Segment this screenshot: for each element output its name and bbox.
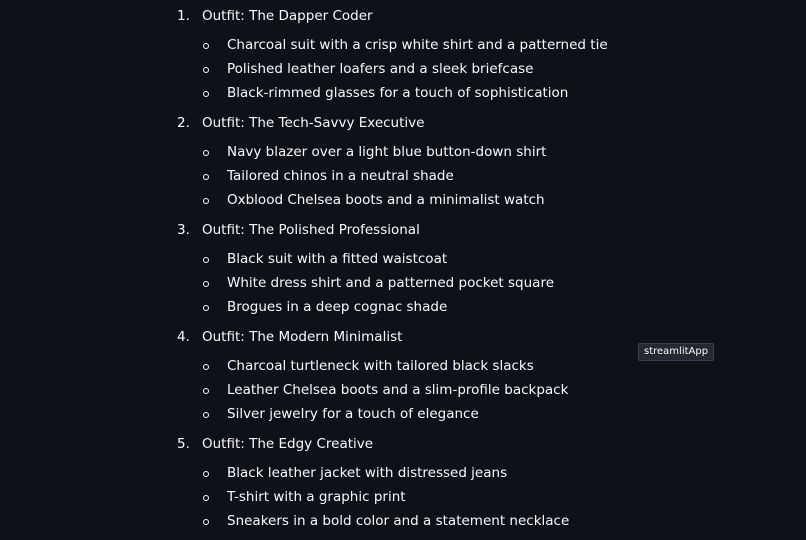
outfit-title: Outfit: The Modern Minimalist [202,329,403,345]
detail-text: Black leather jacket with distressed jeans [227,465,508,481]
hollow-bullet-icon [203,388,209,394]
hollow-bullet-icon [203,281,209,287]
detail-text: Navy blazer over a light blue button-down shirt [227,144,547,160]
detail-text: Brogues in a deep cognac shade [227,299,448,315]
hollow-bullet-icon [203,198,209,204]
outfit-title: Outfit: The Polished Professional [202,222,420,238]
outfit-item [0,107,806,214]
detail-text: Tailored chinos in a neutral shade [227,168,454,184]
hollow-bullet-icon [203,519,209,525]
outfit-item [0,0,806,107]
hollow-bullet-icon [203,471,209,477]
app-tooltip: streamlitApp [638,343,714,361]
detail-text: Polished leather loafers and a sleek briefcase [227,61,534,77]
outfit-item [0,214,806,321]
hollow-bullet-icon [203,364,209,370]
detail-text: Silver jewelry for a touch of elegance [227,406,479,422]
outfit-number: 3. [177,222,190,238]
detail-text: White dress shirt and a patterned pocket square [227,275,554,291]
hollow-bullet-icon [203,150,209,156]
detail-text: Black-rimmed glasses for a touch of sophistication [227,85,569,101]
detail-text: Charcoal suit with a crisp white shirt and a patterned tie [227,37,608,53]
hollow-bullet-icon [203,174,209,180]
hollow-bullet-icon [203,305,209,311]
outfit-title: Outfit: The Edgy Creative [202,436,374,452]
outfit-number: 5. [177,436,190,452]
hollow-bullet-icon [203,495,209,501]
outfit-item [0,321,806,428]
detail-text: Oxblood Chelsea boots and a minimalist watch [227,192,545,208]
hollow-bullet-icon [203,91,209,97]
outfit-number: 4. [177,329,190,345]
detail-text: T-shirt with a graphic print [227,489,406,505]
detail-text: Leather Chelsea boots and a slim-profile backpack [227,382,569,398]
hollow-bullet-icon [203,67,209,73]
detail-text: Sneakers in a bold color and a statement necklace [227,513,570,529]
detail-text: Black suit with a fitted waistcoat [227,251,448,267]
outfit-item [0,428,806,535]
outfit-title: Outfit: The Dapper Coder [202,8,373,24]
hollow-bullet-icon [203,412,209,418]
hollow-bullet-icon [203,43,209,49]
hollow-bullet-icon [203,257,209,263]
outfit-number: 2. [177,115,190,131]
outfit-title: Outfit: The Tech-Savvy Executive [202,115,425,131]
detail-text: Charcoal turtleneck with tailored black slacks [227,358,534,374]
outfit-number: 1. [177,8,190,24]
